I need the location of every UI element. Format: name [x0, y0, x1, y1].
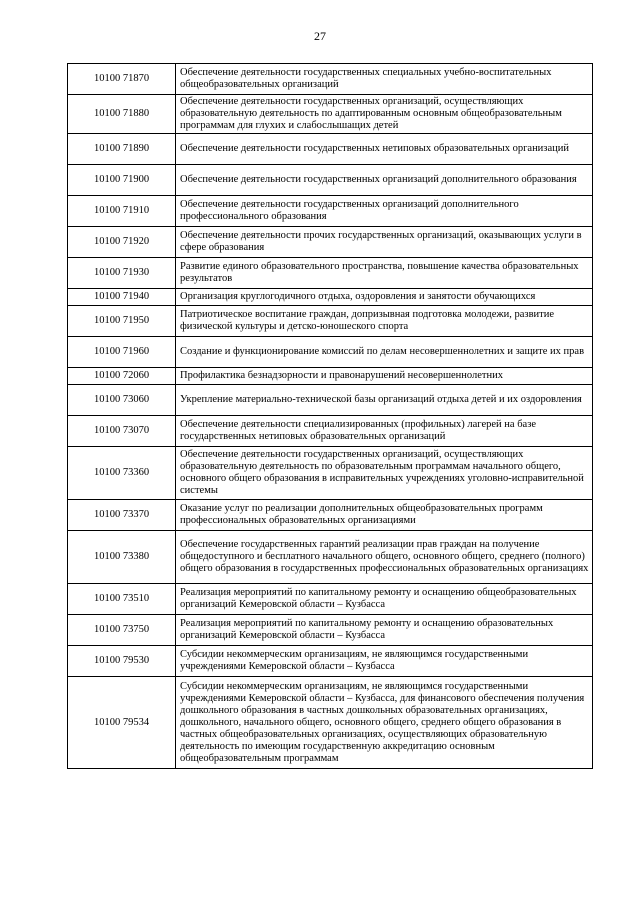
table-row — [68, 646, 593, 677]
row-code: 10100 73750 — [68, 615, 176, 646]
row-code: 10100 79534 — [68, 677, 176, 769]
row-description: Обеспечение деятельности государственных организаций, осуществляющих образовательную деятельность по адаптированным основным общеобразовательным программам для глухих и слабослышащих детей — [176, 95, 593, 134]
table-row — [68, 416, 593, 447]
row-code: 10100 71910 — [68, 196, 176, 227]
row-description: Профилактика безнадзорности и правонарушений несовершеннолетних — [176, 368, 593, 385]
table-row — [68, 165, 593, 196]
row-code: 10100 71940 — [68, 289, 176, 306]
table-row — [68, 677, 593, 769]
row-description: Создание и функционирование комиссий по делам несовершеннолетних и защите их прав — [176, 337, 593, 368]
row-description: Обеспечение деятельности прочих государственных организаций, оказывающих услуги в сфере образования — [176, 227, 593, 258]
row-code: 10100 73070 — [68, 416, 176, 447]
row-description: Обеспечение деятельности государственных нетиповых образовательных организаций — [176, 134, 593, 165]
row-description: Оказание услуг по реализации дополнительных общеобразовательных программ профессиональных образовательных организациями — [176, 500, 593, 531]
row-description: Субсидии некоммерческим организациям, не являющимся государственными учреждениями Кемеровской области – Кузбасса — [176, 646, 593, 677]
table-row — [68, 447, 593, 500]
row-code: 10100 73060 — [68, 385, 176, 416]
row-code: 10100 71890 — [68, 134, 176, 165]
row-description: Организация круглогодичного отдыха, оздоровления и занятости обучающихся — [176, 289, 593, 306]
row-description: Реализация мероприятий по капитальному ремонту и оснащению общеобразовательных организаций Кемеровской области – Кузбасса — [176, 584, 593, 615]
row-description: Субсидии некоммерческим организациям, не являющимся государственными учреждениями Кемеровской области – Кузбасса, для финансового обеспечения получения дошкольного образования в частных дошкольных образовательных организациях, дошкольного, начального общего, основного общего, среднего общего образования в частных общеобразовательных организациях, осуществляющих образовательную деятельность по имеющим государственную аккредитацию основным общеобразовательным программам — [176, 677, 593, 769]
row-code: 10100 73370 — [68, 500, 176, 531]
row-code: 10100 73510 — [68, 584, 176, 615]
row-description: Обеспечение деятельности специализированных (профильных) лагерей на базе государственных нетиповых образовательных организаций — [176, 416, 593, 447]
row-description: Реализация мероприятий по капитальному ремонту и оснащению образовательных организаций Кемеровской области – Кузбасса — [176, 615, 593, 646]
table-row — [68, 227, 593, 258]
row-code: 10100 71900 — [68, 165, 176, 196]
table-row — [68, 258, 593, 289]
row-description: Обеспечение государственных гарантий реализации прав граждан на получение общедоступного и бесплатного начального общего, основного общего, среднего (полного) общего образования в государственных профессиональных образовательных организациях — [176, 531, 593, 584]
table-row — [68, 531, 593, 584]
table-body — [68, 64, 593, 769]
table-row — [68, 134, 593, 165]
table-row — [68, 289, 593, 306]
row-description: Развитие единого образовательного пространства, повышение качества образовательных результатов — [176, 258, 593, 289]
table-row — [68, 95, 593, 134]
table-row — [68, 584, 593, 615]
budget-codes-table — [67, 63, 593, 769]
table-row — [68, 368, 593, 385]
table-row — [68, 196, 593, 227]
row-description: Патриотическое воспитание граждан, допризывная подготовка молодежи, развитие физической культуры и детско-юношеского спорта — [176, 306, 593, 337]
page-number: 27 — [314, 29, 326, 43]
row-code: 10100 71880 — [68, 95, 176, 134]
row-description: Обеспечение деятельности государственных организаций дополнительного образования — [176, 165, 593, 196]
row-description: Обеспечение деятельности государственных специальных учебно-воспитательных общеобразовательных организаций — [176, 64, 593, 95]
row-description: Обеспечение деятельности государственных организаций дополнительного профессионального образования — [176, 196, 593, 227]
row-code: 10100 71950 — [68, 306, 176, 337]
row-code: 10100 71870 — [68, 64, 176, 95]
row-code: 10100 73380 — [68, 531, 176, 584]
table-row — [68, 500, 593, 531]
table-row — [68, 337, 593, 368]
table-row — [68, 615, 593, 646]
row-code: 10100 71930 — [68, 258, 176, 289]
row-code: 10100 71920 — [68, 227, 176, 258]
table-row — [68, 64, 593, 95]
row-code: 10100 71960 — [68, 337, 176, 368]
row-code: 10100 79530 — [68, 646, 176, 677]
table-row — [68, 385, 593, 416]
table-row — [68, 306, 593, 337]
row-code: 10100 73360 — [68, 447, 176, 500]
row-code: 10100 72060 — [68, 368, 176, 385]
row-description: Обеспечение деятельности государственных организаций, осуществляющих образовательную деятельность по образовательным программам начального общего, основного общего образования в исправительных учреждениях уголовно-исправительной системы — [176, 447, 593, 500]
row-description: Укрепление материально-технической базы организаций отдыха детей и их оздоровления — [176, 385, 593, 416]
